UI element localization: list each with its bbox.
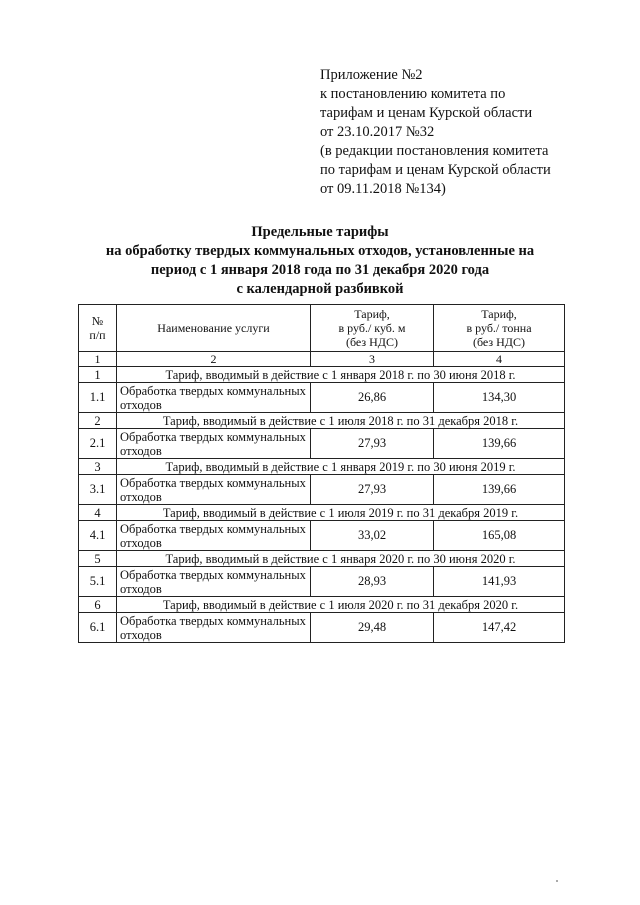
item-num: 1.1 xyxy=(79,383,117,413)
item-name: Обработка твердых коммунальных отходов xyxy=(117,429,311,459)
tariff-ton-value: 134,30 xyxy=(434,383,565,413)
header-line: Приложение №2 xyxy=(320,67,423,83)
item-num: 5.1 xyxy=(79,567,117,597)
scan-speck xyxy=(556,880,558,882)
table-row xyxy=(79,521,565,551)
header-num xyxy=(79,305,117,352)
period-text: Тариф, вводимый в действие с 1 июля 2018 г. по 31 декабря 2018 г. xyxy=(117,413,565,429)
period-text: Тариф, вводимый в действие с 1 июля 2019 г. по 31 декабря 2019 г. xyxy=(117,505,565,521)
header-tariff-ton-line: Тариф, xyxy=(481,307,517,321)
item-num: 6.1 xyxy=(79,613,117,643)
header-line: по тарифам и ценам Курской области xyxy=(320,162,551,178)
column-index-row xyxy=(79,352,565,367)
header-line: к постановлению комитета по xyxy=(320,86,506,102)
period-text: Тариф, вводимый в действие с 1 января 2020 г. по 30 июня 2020 г. xyxy=(117,551,565,567)
tariff-m3-value: 27,93 xyxy=(311,475,434,505)
period-row xyxy=(79,551,565,567)
tariff-m3-value: 28,93 xyxy=(311,567,434,597)
title-line: на обработку твердых коммунальных отходов, установленные на xyxy=(105,243,535,259)
item-name: Обработка твердых коммунальных отходов xyxy=(117,613,311,643)
period-num: 3 xyxy=(79,459,117,475)
header-line: тарифам и ценам Курской области xyxy=(320,105,533,121)
item-name: Обработка твердых коммунальных отходов xyxy=(117,383,311,413)
header-line: от 09.11.2018 №134) xyxy=(320,181,446,197)
period-row xyxy=(79,505,565,521)
table-row xyxy=(79,613,565,643)
item-name: Обработка твердых коммунальных отходов xyxy=(117,567,311,597)
header-tariff-ton-line: (без НДС) xyxy=(472,335,525,349)
tariff-m3-value: 26,86 xyxy=(311,383,434,413)
header-tariff-ton xyxy=(434,305,565,352)
period-text: Тариф, вводимый в действие с 1 января 2018 г. по 30 июня 2018 г. xyxy=(117,367,565,383)
period-num: 5 xyxy=(79,551,117,567)
tariff-table xyxy=(78,304,565,643)
tariff-ton-value: 139,66 xyxy=(434,429,565,459)
header-service-name: Наименование услуги xyxy=(117,305,311,352)
table-row xyxy=(79,475,565,505)
header-tariff-m3-line: (без НДС) xyxy=(345,335,398,349)
tariff-ton-value: 165,08 xyxy=(434,521,565,551)
header-tariff-m3-line: в руб./ куб. м xyxy=(338,321,406,335)
item-name: Обработка твердых коммунальных отходов xyxy=(117,475,311,505)
table-row xyxy=(79,429,565,459)
header-tariff-m3 xyxy=(311,305,434,352)
appendix-header xyxy=(320,66,620,199)
period-row xyxy=(79,367,565,383)
period-text: Тариф, вводимый в действие с 1 июля 2020 г. по 31 декабря 2020 г. xyxy=(117,597,565,613)
title-line: период с 1 января 2018 года по 31 декабря 2020 года xyxy=(150,262,490,278)
period-text: Тариф, вводимый в действие с 1 января 2019 г. по 30 июня 2019 г. xyxy=(117,459,565,475)
header-line: от 23.10.2017 №32 xyxy=(320,124,435,140)
item-num: 2.1 xyxy=(79,429,117,459)
tariff-ton-value: 147,42 xyxy=(434,613,565,643)
header-num-line: № xyxy=(91,314,104,328)
period-row xyxy=(79,413,565,429)
header-tariff-m3-line: Тариф, xyxy=(354,307,390,321)
tariff-ton-value: 139,66 xyxy=(434,475,565,505)
header-line: (в редакции постановления комитета xyxy=(320,143,549,159)
tariff-m3-value: 29,48 xyxy=(311,613,434,643)
document-title xyxy=(80,223,560,299)
header-tariff-ton-line: в руб./ тонна xyxy=(466,321,532,335)
title-line: с календарной разбивкой xyxy=(236,281,404,297)
period-row xyxy=(79,597,565,613)
period-num: 2 xyxy=(79,413,117,429)
column-index: 3 xyxy=(311,352,434,367)
tariff-m3-value: 27,93 xyxy=(311,429,434,459)
period-num: 6 xyxy=(79,597,117,613)
item-name: Обработка твердых коммунальных отходов xyxy=(117,521,311,551)
title-line: Предельные тарифы xyxy=(251,224,389,240)
table-row xyxy=(79,383,565,413)
period-num: 1 xyxy=(79,367,117,383)
period-row xyxy=(79,459,565,475)
item-num: 3.1 xyxy=(79,475,117,505)
column-index: 2 xyxy=(117,352,311,367)
item-num: 4.1 xyxy=(79,521,117,551)
table-row xyxy=(79,567,565,597)
tariff-ton-value: 141,93 xyxy=(434,567,565,597)
table-header-row xyxy=(79,305,565,352)
header-num-line: п/п xyxy=(89,328,106,342)
column-index: 4 xyxy=(434,352,565,367)
column-index: 1 xyxy=(79,352,117,367)
tariff-m3-value: 33,02 xyxy=(311,521,434,551)
period-num: 4 xyxy=(79,505,117,521)
